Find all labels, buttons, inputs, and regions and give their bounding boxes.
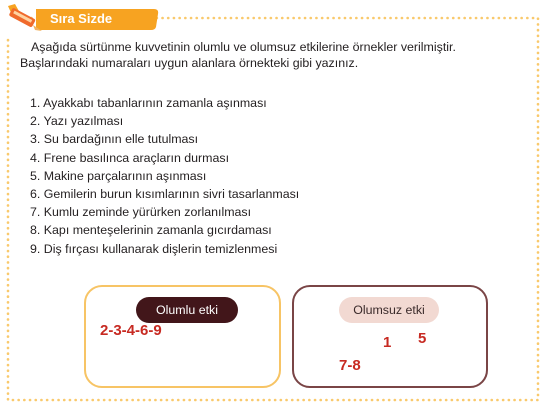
examples-list xyxy=(30,94,299,258)
header-title: Sıra Sizde xyxy=(50,11,113,26)
instructions-text: Aşağıda sürtünme kuvvetinin olumlu ve olumsuz etkilerine örnekler verilmiştir. Başlarındaki numaraları uygun alanlara örnekteki gibi yazınız. xyxy=(20,40,456,70)
pencil-icon xyxy=(6,3,50,33)
negative-answer-7-8: 7-8 xyxy=(339,357,361,374)
list-item: 2. Yazı yazılması xyxy=(30,114,124,129)
positive-effect-label: Olumlu etki xyxy=(136,297,238,323)
list-item: 8. Kapı menteşelerinin zamanla gıcırdaması xyxy=(30,223,272,238)
list-item: 5. Makine parçalarının aşınması xyxy=(30,168,207,183)
list-item: 1. Ayakkabı tabanlarının zamanla aşınması xyxy=(30,96,267,110)
list-item: 4. Frene basılınca araçların durması xyxy=(30,150,230,165)
list-item: 7. Kumlu zeminde yürürken zorlanılması xyxy=(30,205,252,220)
negative-answer-1: 1 xyxy=(383,334,392,351)
list-item: 9. Diş fırçası kullanarak dişlerin temizlenmesi xyxy=(30,241,278,256)
list-item: 6. Gemilerin burun kısımlarının sivri tasarlanması xyxy=(30,187,300,202)
negative-answer-5: 5 xyxy=(418,330,427,347)
list-item: 3. Su bardağının elle tutulması xyxy=(30,132,199,147)
negative-effect-box xyxy=(292,285,488,388)
positive-answer: 2-3-4-6-9 xyxy=(100,322,162,339)
positive-effect-box xyxy=(84,285,281,388)
negative-effect-label: Olumsuz etki xyxy=(339,297,439,323)
section-header xyxy=(6,3,166,33)
